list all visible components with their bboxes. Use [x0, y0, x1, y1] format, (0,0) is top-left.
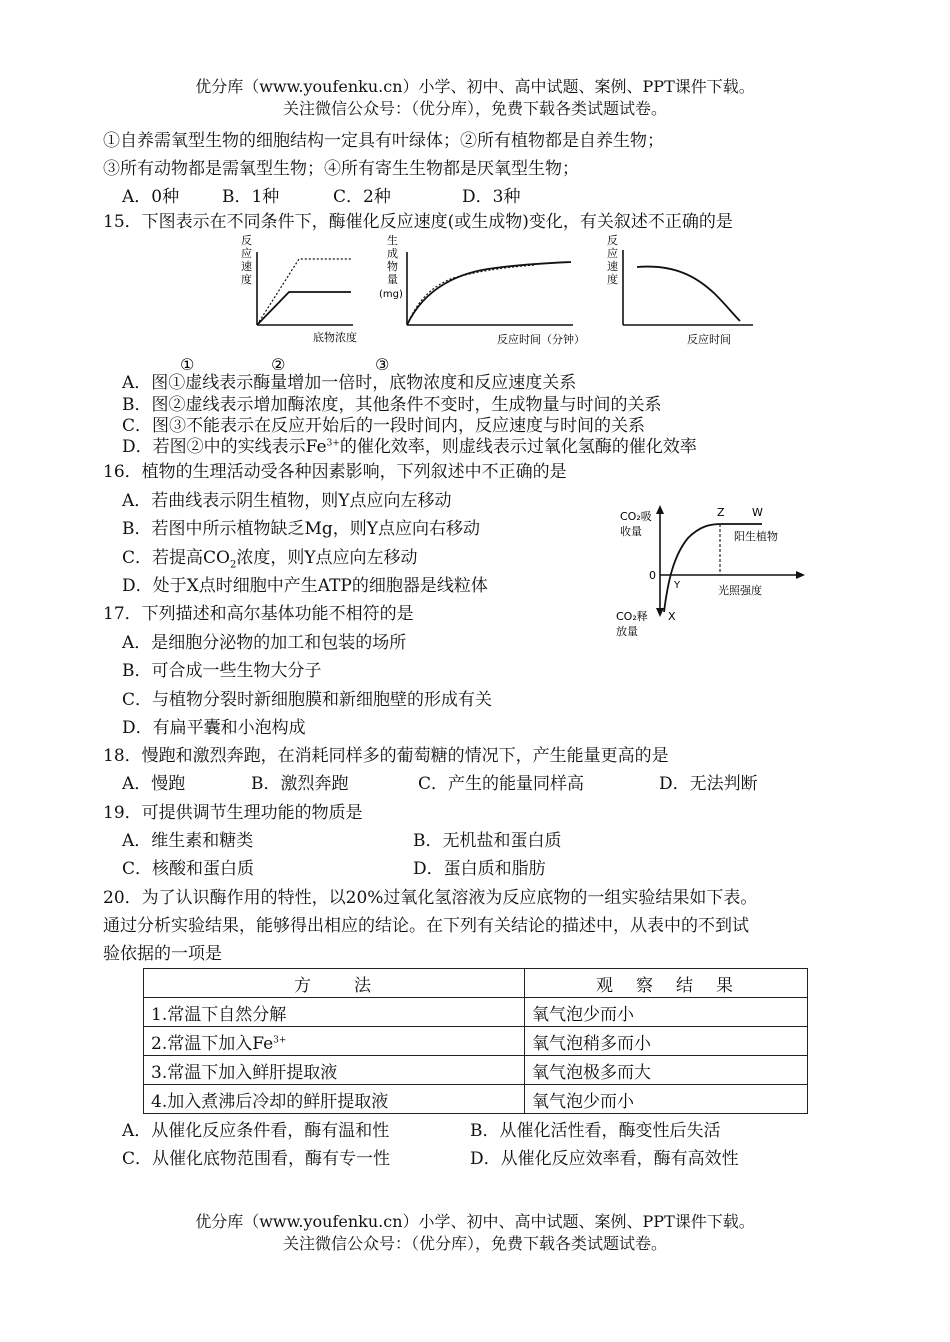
graph1-ylabel-2: 应: [241, 247, 252, 260]
table-header-method: 方 法: [144, 969, 525, 998]
page-footer-line-1: 优分库（www.youfenku.cn）小学、初中、高中试题、案例、PPT课件下载。: [195, 1212, 755, 1231]
q16-option-c-pre: C．若提高CO: [122, 548, 230, 568]
q18-option-d: D．无法判断: [659, 774, 758, 794]
q17-option-c: C．与植物分裂时新细胞膜和新细胞壁的形成有关: [122, 690, 493, 710]
graph1-number: ①: [180, 355, 195, 374]
q15-figure: [180, 232, 755, 376]
q16-option-b: B．若图中所示植物缺乏Mg，则Y点应向右移动: [122, 519, 481, 539]
table-header-row: [144, 969, 808, 998]
table-row: [144, 998, 808, 1027]
graph2-xlabel: 反应时间（分钟）: [497, 333, 585, 346]
q17-option-a: A．是细胞分泌物的加工和包装的场所: [122, 633, 407, 653]
q16-y-axis-arrow-down: [656, 608, 664, 617]
q14-statement-1: ①自养需氧型生物的细胞结构一定具有叶绿体；②所有植物都是自养生物；: [103, 131, 664, 151]
q16-option-c-sub: 2: [229, 559, 237, 571]
graph3-ylabel-4: 度: [607, 273, 618, 286]
graph1-ylabel-4: 度: [241, 273, 252, 286]
table-cell-method-2: [144, 1027, 525, 1056]
table-cell-method-4: 4.加入煮沸后冷却的鲜肝提取液: [144, 1085, 525, 1114]
q17-option-b: B．可合成一些生物大分子: [122, 661, 322, 681]
graph3-curve: [637, 267, 740, 321]
graph3-ylabel-3: 速: [607, 260, 618, 273]
graph3-ylabel-1: 反: [607, 234, 618, 247]
q16-ylabel-bottom-1: CO₂释: [616, 610, 648, 623]
q16-ylabel-top-1: CO₂吸: [620, 510, 652, 523]
table-cell-result-1: 氧气泡少而小: [525, 998, 808, 1027]
q15-graph-3: [375, 234, 753, 374]
q16-option-c: [122, 547, 418, 569]
page-header-line-1: 优分库（www.youfenku.cn）小学、初中、高中试题、案例、PPT课件下载。: [195, 77, 755, 96]
q16-zero-label: 0: [649, 569, 656, 582]
q15-stem: 15．下图表示在不同条件下，酶催化反应速度(或生成物)变化，有关叙述不正确的是: [103, 212, 733, 232]
q18-option-a: A．慢跑: [122, 774, 186, 794]
graph2-ylabel-2: 成: [387, 247, 398, 260]
q18-stem: 18．慢跑和激烈奔跑，在消耗同样多的葡萄糖的情况下，产生能量更高的是: [103, 746, 669, 766]
q16-x-axis-arrow: [796, 571, 805, 579]
q16-point-z: Z: [717, 506, 725, 519]
q18-option-c: C．产生的能量同样高: [418, 774, 585, 794]
q15-option-d-sup: 3+: [326, 438, 340, 449]
q19-option-c: C．核酸和蛋白质: [122, 859, 255, 879]
q16-curve-label: 阳生植物: [734, 530, 778, 543]
graph3-xlabel: 反应时间: [687, 333, 731, 346]
q20-stem-line-2: 通过分析实验结果，能够得出相应的结论。在下列有关结论的描述中，从表中的不到试: [103, 916, 749, 936]
q20-stem-line-3: 验依据的一项是: [103, 944, 222, 964]
q14-statement-2: ③所有动物都是需氧型生物；④所有寄生生物都是厌氧型生物；: [103, 159, 579, 179]
q16-option-d: D．处于X点时细胞中产生ATP的细胞器是线粒体: [122, 576, 488, 596]
q20-experiment-table: [143, 968, 808, 1114]
table-cell-result-4: 氧气泡少而小: [525, 1085, 808, 1114]
table-row: [144, 1085, 808, 1114]
q17-option-d: D．有扁平囊和小泡构成: [122, 718, 306, 738]
q20-option-d: D．从催化反应效率看，酶有高效性: [470, 1149, 739, 1169]
q16-stem: 16．植物的生理活动受各种因素影响，下列叙述中不正确的是: [103, 462, 567, 482]
q16-figure: [612, 500, 812, 645]
q16-option-a: A．若曲线表示阴生植物，则Y点应向左移动: [122, 491, 452, 511]
q18-option-b: B．激烈奔跑: [251, 774, 349, 794]
graph2-yunit: (mg): [379, 289, 403, 300]
page-footer-line-2: 关注微信公众号：（优分库），免费下载各类试题试卷。: [282, 1234, 667, 1253]
q19-option-a: A．维生素和糖类: [122, 831, 254, 851]
q16-y-axis-arrow-up: [656, 505, 664, 514]
graph1-xlabel: 底物浓度: [313, 331, 357, 344]
q15-option-b: B．图②虚线表示增加酶浓度，其他条件不变时，生成物量与时间的关系: [122, 395, 662, 415]
q16-ylabel-top-2: 收量: [620, 525, 642, 538]
table-cell-method-1: 1.常温下自然分解: [144, 998, 525, 1027]
graph1-solid-curve: [257, 292, 351, 325]
q15-option-d-pre: D．若图②中的实线表示Fe: [122, 437, 327, 457]
table-row: [144, 1056, 808, 1085]
table-cell-method-3: 3.常温下加入鲜肝提取液: [144, 1056, 525, 1085]
q20-stem-line-1: 20．为了认识酶作用的特性，以20%过氧化氢溶液为反应底物的一组实验结果如下表。: [103, 888, 758, 908]
q14-option-b: B．1种: [222, 187, 280, 207]
q15-graph-2: [271, 233, 585, 374]
graph2-ylabel-4: 量: [387, 273, 398, 286]
q16-point-y: Y: [674, 580, 681, 591]
graph1-ylabel-1: 反: [241, 234, 252, 247]
table-cell-method-2-sup: 3+: [273, 1034, 287, 1045]
q16-xlabel: 光照强度: [718, 584, 762, 597]
q15-option-d: [122, 436, 697, 458]
graph3-number: ③: [375, 355, 390, 374]
table-cell-method-2-pre: 2.常温下加入Fe: [151, 1033, 274, 1054]
graph2-solid-curve: [407, 262, 571, 325]
q14-option-a: A．0种: [122, 187, 180, 207]
table-cell-result-2: 氧气泡稍多而小: [525, 1027, 808, 1056]
q16-ylabel-bottom-2: 放量: [616, 625, 638, 638]
q20-option-b: B．从催化活性看，酶变性后失活: [470, 1121, 721, 1141]
table-row: [144, 1027, 808, 1056]
q15-graph-1: [180, 234, 357, 374]
graph2-dashed-curve: [407, 265, 535, 325]
q16-option-c-post: 浓度，则Y点应向左移动: [236, 548, 418, 568]
q19-option-d: D．蛋白质和脂肪: [413, 859, 546, 879]
q14-option-c: C．2种: [333, 187, 391, 207]
graph2-ylabel-1: 生: [387, 234, 398, 247]
page-header-line-2: 关注微信公众号：（优分库），免费下载各类试题试卷。: [282, 99, 667, 118]
graph1-ylabel-3: 速: [241, 260, 252, 273]
table-header-result: 观 察 结 果: [525, 969, 808, 998]
q20-option-a: A．从催化反应条件看，酶有温和性: [122, 1121, 390, 1141]
graph2-ylabel-3: 物: [387, 260, 398, 273]
q15-option-c: C．图③不能表示在反应开始后的一段时间内，反应速度与时间的关系: [122, 416, 646, 436]
q17-stem: 17．下列描述和高尔基体功能不相符的是: [103, 604, 414, 624]
q16-point-w: W: [752, 506, 763, 519]
q20-option-c: C．从催化底物范围看，酶有专一性: [122, 1149, 391, 1169]
graph3-ylabel-2: 应: [607, 247, 618, 260]
q14-option-d: D．3种: [462, 187, 521, 207]
q15-option-a: A．图①虚线表示酶量增加一倍时，底物浓度和反应速度关系: [122, 373, 577, 393]
q16-point-x: X: [668, 610, 676, 623]
q15-option-d-post: 的催化效率，则虚线表示过氧化氢酶的催化效率: [339, 437, 697, 457]
q19-stem: 19．可提供调节生理功能的物质是: [103, 803, 363, 823]
q19-option-b: B．无机盐和蛋白质: [413, 831, 562, 851]
table-cell-result-3: 氧气泡极多而大: [525, 1056, 808, 1085]
graph2-number: ②: [271, 355, 286, 374]
